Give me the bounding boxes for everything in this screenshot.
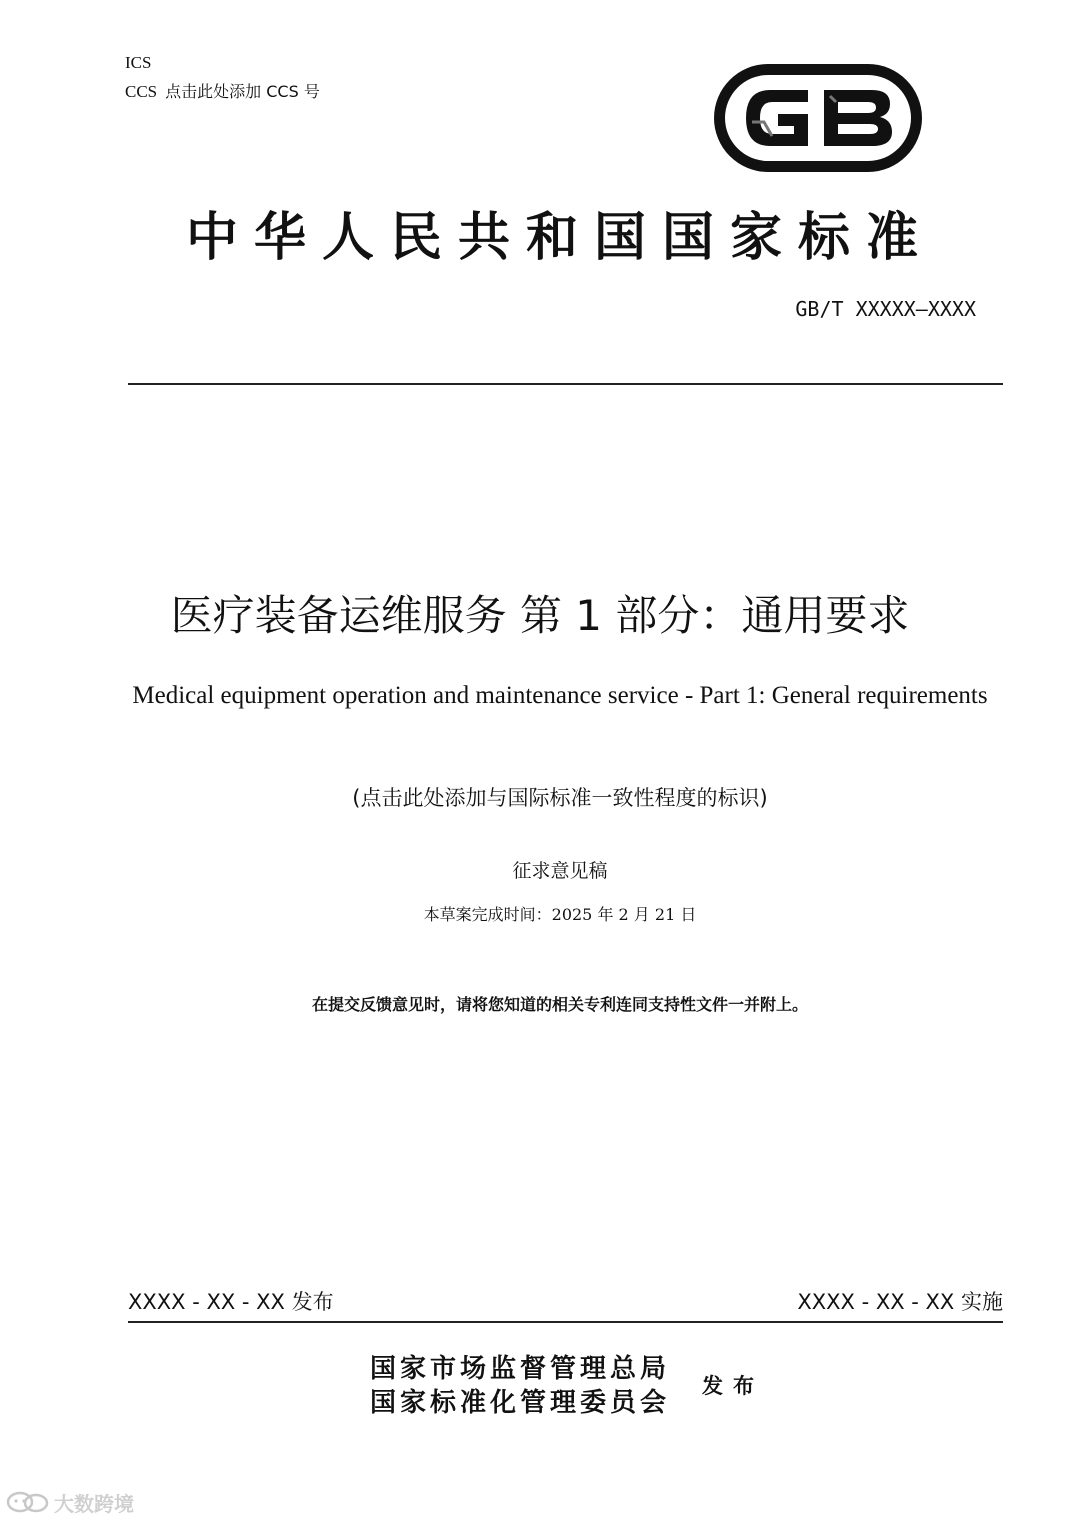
issuer-sac: 国家标准化管理委员会 [370, 1388, 671, 1418]
issuer-block [370, 1352, 670, 1420]
watermark [6, 1487, 134, 1517]
document-title-en: Medical equipment operation and maintenance service - Part 1: General requirements [132, 682, 988, 709]
footer-divider [128, 1321, 1003, 1323]
issuer-samr: 国家市场监督管理总局 [370, 1354, 671, 1384]
draft-label: 征求意见稿 [512, 860, 608, 882]
issue-verb: 发布 [702, 1373, 764, 1398]
ccs-label: CCS [125, 82, 158, 101]
ccs-line [125, 81, 320, 103]
header-divider [128, 383, 1003, 385]
issue-date: XXXX - XX - XX 发布 [128, 1290, 334, 1314]
document-title-cn: 医疗装备运维服务 第 1 部分：通用要求 [170, 591, 910, 640]
watermark-text: 大数跨境 [54, 1491, 134, 1516]
patent-note: 在提交反馈意见时，请将您知道的相关专利连同支持性文件一并附上。 [311, 995, 808, 1014]
gb-logo [712, 62, 924, 174]
implementation-date: XXXX - XX - XX 实施 [797, 1290, 1003, 1314]
wechat-chat-icon [6, 1490, 50, 1514]
conformity-placeholder[interactable]: (点击此处添加与国际标准一致性程度的标识) [352, 786, 768, 810]
draft-date: 本草案完成时间：2025 年 2 月 21 日 [423, 905, 697, 924]
standard-number: GB/T XXXXX—XXXX [795, 297, 976, 321]
national-standard-title: 中华人民共和国国家标准 [185, 208, 934, 268]
ics-label: ICS [125, 53, 152, 72]
ccs-placeholder[interactable]: 点击此处添加 CCS 号 [165, 82, 320, 101]
